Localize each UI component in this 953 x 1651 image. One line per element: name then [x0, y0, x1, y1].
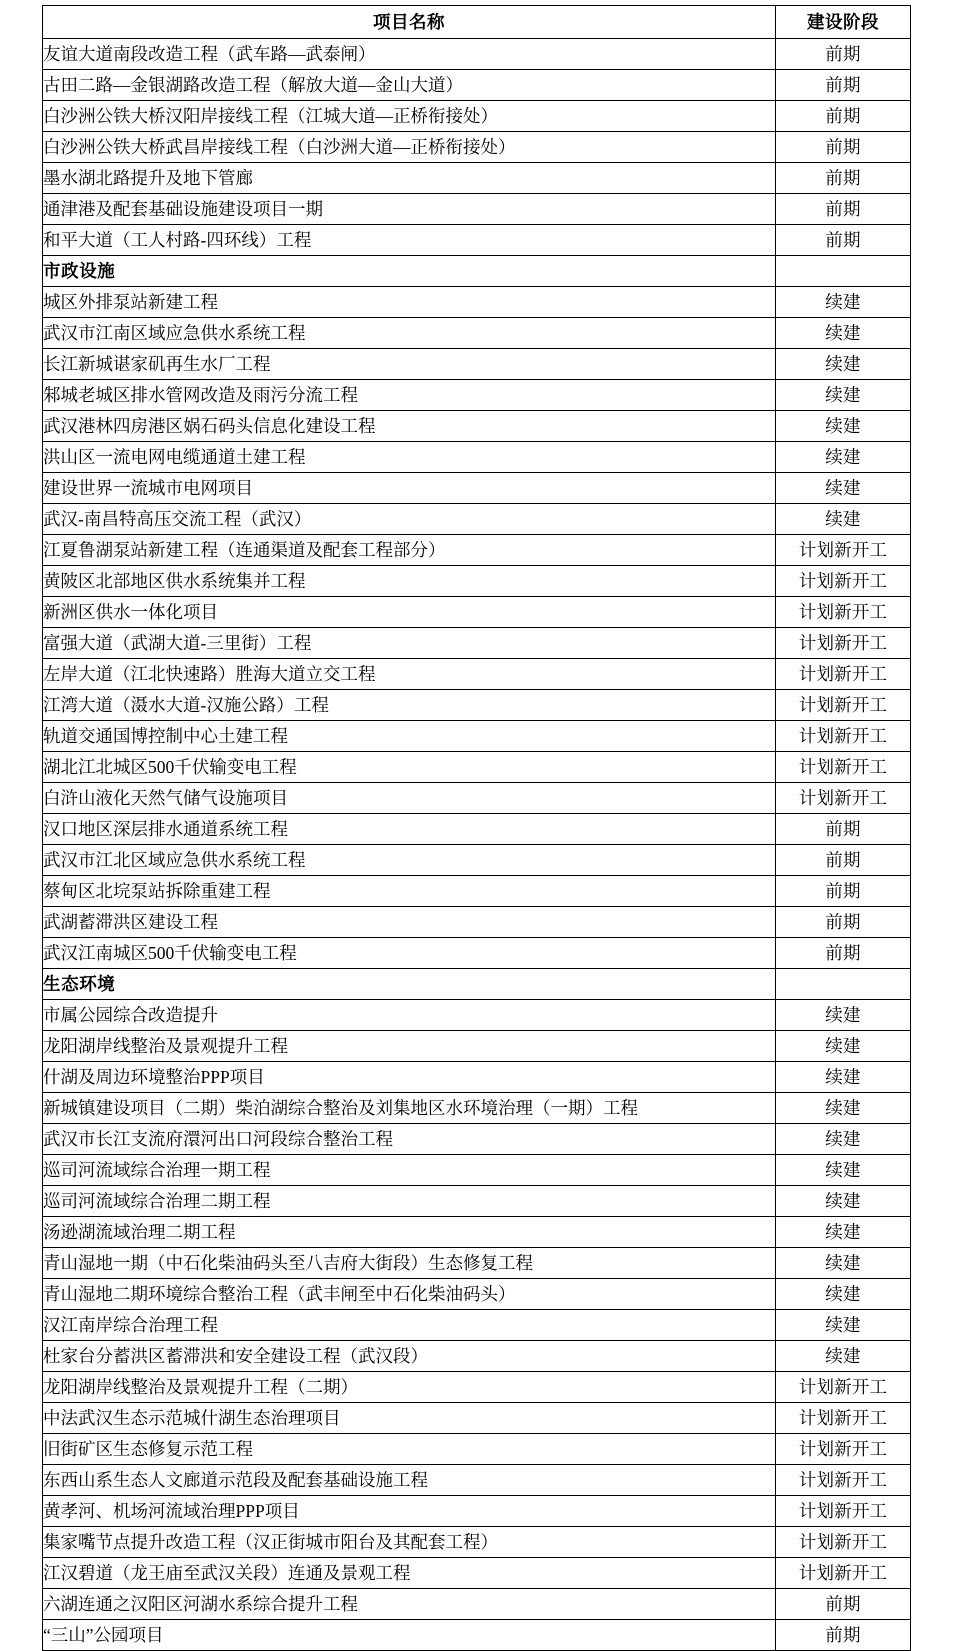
construction-stage-cell: 计划新开工: [776, 1465, 911, 1496]
table-row: [43, 442, 911, 473]
construction-stage-cell: 计划新开工: [776, 659, 911, 690]
project-name-cell: 友谊大道南段改造工程（武车路—武泰闸）: [43, 39, 776, 70]
column-header-construction-stage: 建设阶段: [776, 6, 911, 39]
project-name-cell: 汤逊湖流域治理二期工程: [43, 1217, 776, 1248]
project-name-cell: 武汉市长江支流府澴河出口河段综合整治工程: [43, 1124, 776, 1155]
construction-stage-cell: 续建: [776, 1279, 911, 1310]
project-name-cell: 江汉碧道（龙王庙至武汉关段）连通及景观工程: [43, 1558, 776, 1589]
table-row: [43, 876, 911, 907]
project-name-cell: 古田二路—金银湖路改造工程（解放大道—金山大道）: [43, 70, 776, 101]
project-name-cell: 什湖及周边环境整治PPP项目: [43, 1062, 776, 1093]
project-name-cell: 轨道交通国博控制中心土建工程: [43, 721, 776, 752]
table-row: [43, 194, 911, 225]
construction-stage-cell: 续建: [776, 1093, 911, 1124]
project-name-cell: 新城镇建设项目（二期）柴泊湖综合整治及刘集地区水环境治理（一期）工程: [43, 1093, 776, 1124]
project-name-cell: 白浒山液化天然气储气设施项目: [43, 783, 776, 814]
table-row: [43, 473, 911, 504]
project-name-cell: 武汉江南城区500千伏输变电工程: [43, 938, 776, 969]
project-name-cell: 巡司河流域综合治理一期工程: [43, 1155, 776, 1186]
construction-stage-cell: 前期: [776, 163, 911, 194]
construction-stage-cell: 前期: [776, 845, 911, 876]
project-name-cell: 杜家台分蓄洪区蓄滞洪和安全建设工程（武汉段）: [43, 1341, 776, 1372]
construction-stage-cell: 续建: [776, 1248, 911, 1279]
table-row: [43, 659, 911, 690]
table-row: [43, 287, 911, 318]
table-row: [43, 1155, 911, 1186]
construction-stage-cell: 计划新开工: [776, 1496, 911, 1527]
project-name-cell: “三山”公园项目: [43, 1620, 776, 1651]
table-row: [43, 101, 911, 132]
construction-stage-cell: 续建: [776, 473, 911, 504]
construction-stage-cell: 前期: [776, 876, 911, 907]
construction-stage-cell: 计划新开工: [776, 690, 911, 721]
construction-stage-cell: [776, 256, 911, 287]
construction-stage-cell: 前期: [776, 907, 911, 938]
construction-stage-cell: 续建: [776, 1124, 911, 1155]
construction-stage-cell: 前期: [776, 194, 911, 225]
table-row: [43, 1124, 911, 1155]
construction-stage-cell: 续建: [776, 1155, 911, 1186]
column-header-project-name: 项目名称: [43, 6, 776, 39]
table-row: [43, 163, 911, 194]
project-name-cell: 龙阳湖岸线整治及景观提升工程: [43, 1031, 776, 1062]
construction-stage-cell: 续建: [776, 318, 911, 349]
table-row: [43, 1372, 911, 1403]
table-row: [43, 628, 911, 659]
construction-stage-cell: 计划新开工: [776, 566, 911, 597]
construction-stage-cell: 前期: [776, 39, 911, 70]
project-name-cell: 六湖连通之汉阳区河湖水系综合提升工程: [43, 1589, 776, 1620]
table-row: [43, 70, 911, 101]
construction-stage-cell: 续建: [776, 1062, 911, 1093]
project-name-cell: 江夏鲁湖泵站新建工程（连通渠道及配套工程部分）: [43, 535, 776, 566]
construction-stage-cell: 前期: [776, 1589, 911, 1620]
table-row: [43, 380, 911, 411]
project-name-cell: 龙阳湖岸线整治及景观提升工程（二期）: [43, 1372, 776, 1403]
table-row: [43, 535, 911, 566]
table-row: [43, 1496, 911, 1527]
project-name-cell: 东西山系生态人文廊道示范段及配套基础设施工程: [43, 1465, 776, 1496]
table-row: [43, 318, 911, 349]
project-name-cell: 洪山区一流电网电缆通道土建工程: [43, 442, 776, 473]
project-name-cell: 旧街矿区生态修复示范工程: [43, 1434, 776, 1465]
construction-stage-cell: 前期: [776, 101, 911, 132]
table-row: [43, 597, 911, 628]
table-row: [43, 1093, 911, 1124]
project-name-cell: 黄陂区北部地区供水系统集并工程: [43, 566, 776, 597]
table-row: [43, 1403, 911, 1434]
table-row: [43, 1620, 911, 1651]
construction-stage-cell: 续建: [776, 1341, 911, 1372]
construction-stage-cell: 续建: [776, 442, 911, 473]
construction-stage-cell: 前期: [776, 225, 911, 256]
construction-stage-cell: 续建: [776, 1031, 911, 1062]
table-row: [43, 752, 911, 783]
construction-stage-cell: [776, 969, 911, 1000]
table-row: [43, 938, 911, 969]
construction-stage-cell: 计划新开工: [776, 1403, 911, 1434]
project-name-cell: 江湾大道（滠水大道-汉施公路）工程: [43, 690, 776, 721]
table-row: [43, 1062, 911, 1093]
table-row: [43, 1000, 911, 1031]
section-header-row: [43, 256, 911, 287]
project-name-cell: 墨水湖北路提升及地下管廊: [43, 163, 776, 194]
section-label: 市政设施: [43, 256, 776, 287]
project-table-container: [42, 5, 910, 1651]
table-header-row: [43, 6, 911, 39]
construction-stage-cell: 续建: [776, 1000, 911, 1031]
construction-stage-cell: 计划新开工: [776, 1558, 911, 1589]
project-name-cell: 和平大道（工人村路-四环线）工程: [43, 225, 776, 256]
project-name-cell: 武汉港林四房港区娲石码头信息化建设工程: [43, 411, 776, 442]
project-list-table: [42, 5, 911, 1651]
table-row: [43, 690, 911, 721]
construction-stage-cell: 前期: [776, 814, 911, 845]
table-body: [43, 39, 911, 1651]
table-row: [43, 1527, 911, 1558]
construction-stage-cell: 前期: [776, 1620, 911, 1651]
table-row: [43, 783, 911, 814]
project-name-cell: 武汉-南昌特高压交流工程（武汉）: [43, 504, 776, 535]
table-row: [43, 1589, 911, 1620]
project-name-cell: 汉口地区深层排水通道系统工程: [43, 814, 776, 845]
table-row: [43, 1217, 911, 1248]
construction-stage-cell: 续建: [776, 1186, 911, 1217]
project-name-cell: 汉江南岸综合治理工程: [43, 1310, 776, 1341]
construction-stage-cell: 计划新开工: [776, 721, 911, 752]
project-name-cell: 武汉市江南区域应急供水系统工程: [43, 318, 776, 349]
table-row: [43, 1341, 911, 1372]
construction-stage-cell: 计划新开工: [776, 752, 911, 783]
construction-stage-cell: 续建: [776, 287, 911, 318]
project-name-cell: 青山湿地二期环境综合整治工程（武丰闸至中石化柴油码头）: [43, 1279, 776, 1310]
construction-stage-cell: 前期: [776, 132, 911, 163]
construction-stage-cell: 续建: [776, 380, 911, 411]
project-name-cell: 集家嘴节点提升改造工程（汉正街城市阳台及其配套工程）: [43, 1527, 776, 1558]
project-name-cell: 蔡甸区北垸泵站拆除重建工程: [43, 876, 776, 907]
table-row: [43, 411, 911, 442]
construction-stage-cell: 计划新开工: [776, 1372, 911, 1403]
construction-stage-cell: 计划新开工: [776, 1527, 911, 1558]
construction-stage-cell: 前期: [776, 938, 911, 969]
construction-stage-cell: 续建: [776, 1217, 911, 1248]
project-name-cell: 巡司河流域综合治理二期工程: [43, 1186, 776, 1217]
construction-stage-cell: 计划新开工: [776, 1434, 911, 1465]
table-row: [43, 504, 911, 535]
project-name-cell: 武湖蓄滞洪区建设工程: [43, 907, 776, 938]
table-header: [43, 6, 911, 39]
table-row: [43, 814, 911, 845]
project-name-cell: 邾城老城区排水管网改造及雨污分流工程: [43, 380, 776, 411]
project-name-cell: 白沙洲公铁大桥武昌岸接线工程（白沙洲大道—正桥衔接处）: [43, 132, 776, 163]
project-name-cell: 城区外排泵站新建工程: [43, 287, 776, 318]
project-name-cell: 富强大道（武湖大道-三里街）工程: [43, 628, 776, 659]
project-name-cell: 黄孝河、机场河流域治理PPP项目: [43, 1496, 776, 1527]
construction-stage-cell: 续建: [776, 349, 911, 380]
construction-stage-cell: 计划新开工: [776, 628, 911, 659]
project-name-cell: 市属公园综合改造提升: [43, 1000, 776, 1031]
construction-stage-cell: 续建: [776, 411, 911, 442]
table-row: [43, 1558, 911, 1589]
section-label: 生态环境: [43, 969, 776, 1000]
project-name-cell: 建设世界一流城市电网项目: [43, 473, 776, 504]
project-name-cell: 中法武汉生态示范城什湖生态治理项目: [43, 1403, 776, 1434]
table-row: [43, 566, 911, 597]
project-name-cell: 白沙洲公铁大桥汉阳岸接线工程（江城大道—正桥衔接处）: [43, 101, 776, 132]
project-name-cell: 青山湿地一期（中石化柴油码头至八吉府大街段）生态修复工程: [43, 1248, 776, 1279]
construction-stage-cell: 续建: [776, 1310, 911, 1341]
table-row: [43, 349, 911, 380]
table-row: [43, 1248, 911, 1279]
table-row: [43, 1279, 911, 1310]
project-name-cell: 新洲区供水一体化项目: [43, 597, 776, 628]
construction-stage-cell: 前期: [776, 70, 911, 101]
project-name-cell: 左岸大道（江北快速路）胜海大道立交工程: [43, 659, 776, 690]
project-name-cell: 长江新城谌家矶再生水厂工程: [43, 349, 776, 380]
table-row: [43, 721, 911, 752]
table-row: [43, 1310, 911, 1341]
table-row: [43, 1186, 911, 1217]
table-row: [43, 1465, 911, 1496]
table-row: [43, 225, 911, 256]
table-row: [43, 132, 911, 163]
construction-stage-cell: 计划新开工: [776, 597, 911, 628]
table-row: [43, 1434, 911, 1465]
project-name-cell: 武汉市江北区域应急供水系统工程: [43, 845, 776, 876]
table-row: [43, 907, 911, 938]
construction-stage-cell: 续建: [776, 504, 911, 535]
construction-stage-cell: 计划新开工: [776, 535, 911, 566]
table-row: [43, 845, 911, 876]
project-name-cell: 湖北江北城区500千伏输变电工程: [43, 752, 776, 783]
table-row: [43, 39, 911, 70]
project-name-cell: 通津港及配套基础设施建设项目一期: [43, 194, 776, 225]
table-row: [43, 1031, 911, 1062]
construction-stage-cell: 计划新开工: [776, 783, 911, 814]
section-header-row: [43, 969, 911, 1000]
